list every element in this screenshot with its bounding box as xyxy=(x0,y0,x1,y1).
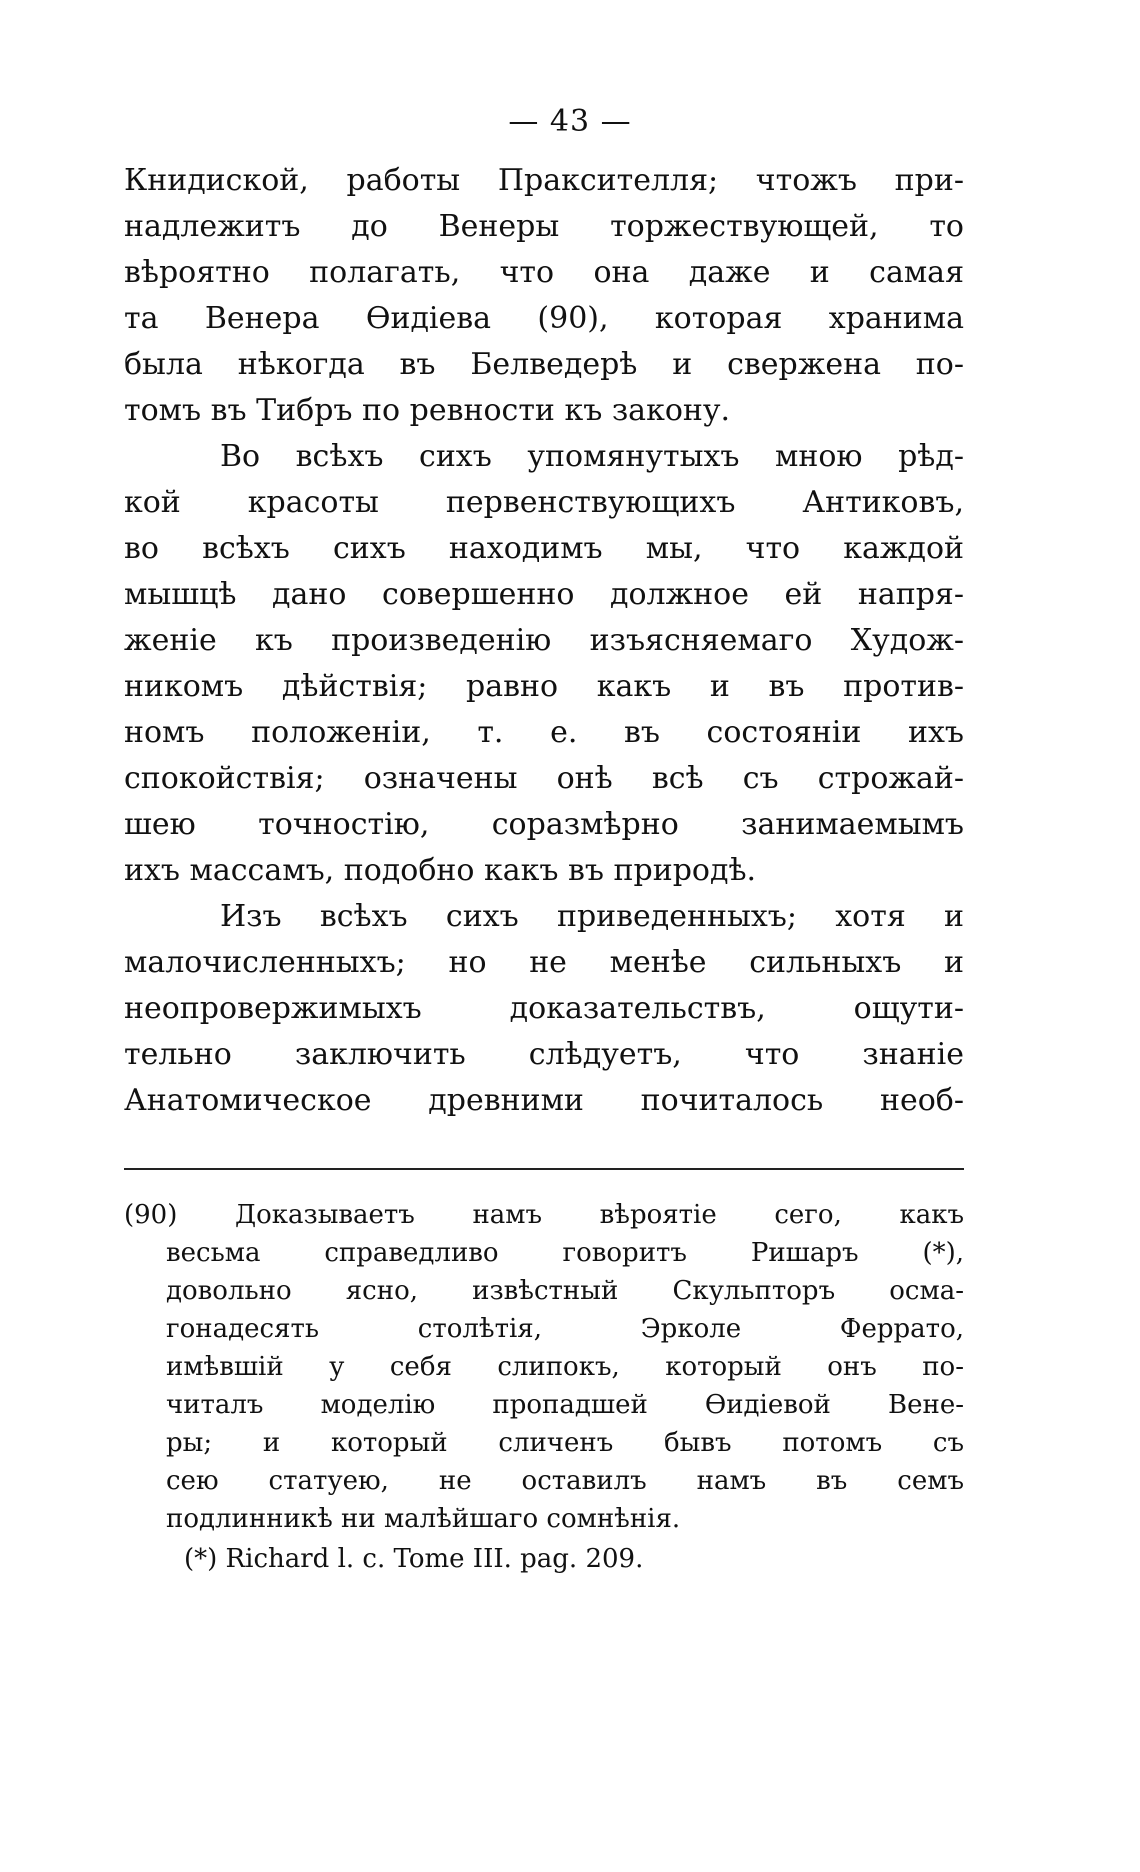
text-line: во всѣхъ сихъ находимъ мы, что каждой xyxy=(124,531,964,566)
footnote-line: гонадесять столѣтія, Эрколе Феррато, xyxy=(166,1314,964,1344)
footnote-block xyxy=(124,1196,964,1578)
text-line: Во всѣхъ сихъ упомянутыхъ мною рѣд- xyxy=(220,439,964,474)
text-line: малочисленныхъ; но не менѣе сильныхъ и xyxy=(124,945,964,980)
text-line: неопровержимыхъ доказательствъ, ощути- xyxy=(124,991,964,1026)
text-line: надлежитъ до Венеры торжествующей, то xyxy=(124,209,964,244)
text-line: женіе къ произведенію изъясняемаго Худож- xyxy=(124,623,964,658)
main-text xyxy=(124,158,964,1124)
text-line: спокойствія; означены онѣ всѣ съ строжай- xyxy=(124,761,964,796)
footnote-line: ры; и который сличенъ бывъ потомъ съ xyxy=(166,1428,964,1458)
page-number: — 43 — xyxy=(508,104,632,139)
text-line: кой красоты первенствующихъ Антиковъ, xyxy=(124,485,964,520)
footnote-line: сею статуею, не оставилъ намъ въ семъ xyxy=(166,1466,964,1496)
text-line: шею точностію, соразмѣрно занимаемымъ xyxy=(124,807,964,842)
footnote-line: читалъ моделію пропадшей Ѳидіевой Вене- xyxy=(166,1390,964,1420)
text-line: никомъ дѣйствія; равно какъ и въ против- xyxy=(124,669,964,704)
text-line: Анатомическое древними почиталось необ- xyxy=(124,1083,964,1118)
text-line: Книдиской, работы Праксителля; чтожъ при- xyxy=(124,163,964,198)
sub-footnote: (*) Richard l. c. Tome III. pag. 209. xyxy=(184,1544,644,1574)
text-line: вѣроятно полагать, что она даже и самая xyxy=(124,255,964,290)
text-line: ихъ массамъ, подобно какъ въ природѣ. xyxy=(124,853,757,888)
text-line: номъ положеніи, т. е. въ состояніи ихъ xyxy=(124,715,964,750)
footnote-line: довольно ясно, извѣстный Скульпторъ осма- xyxy=(166,1276,964,1306)
footnote-line: имѣвшій у себя слипокъ, который онъ по- xyxy=(166,1352,964,1382)
text-line: была нѣкогда въ Белведерѣ и свержена по- xyxy=(124,347,964,382)
footnote-divider xyxy=(124,1168,964,1170)
footnote-line: подлинникѣ ни малѣйшаго сомнѣнія. xyxy=(166,1504,681,1534)
text-line: томъ въ Тибръ по ревности къ закону. xyxy=(124,393,731,428)
footnote-line: (90) Доказываетъ намъ вѣроятіе сего, какъ xyxy=(124,1200,964,1230)
footnote-line: весьма справедливо говоритъ Ришаръ (*), xyxy=(166,1238,964,1268)
text-line: тельно заключить слѣдуетъ, что знаніе xyxy=(124,1037,964,1072)
text-line: мышцѣ дано совершенно должное ей напря- xyxy=(124,577,964,612)
text-line: та Венера Ѳидіева (90), которая хранима xyxy=(124,301,964,336)
text-line: Изъ всѣхъ сихъ приведенныхъ; хотя и xyxy=(220,899,964,934)
